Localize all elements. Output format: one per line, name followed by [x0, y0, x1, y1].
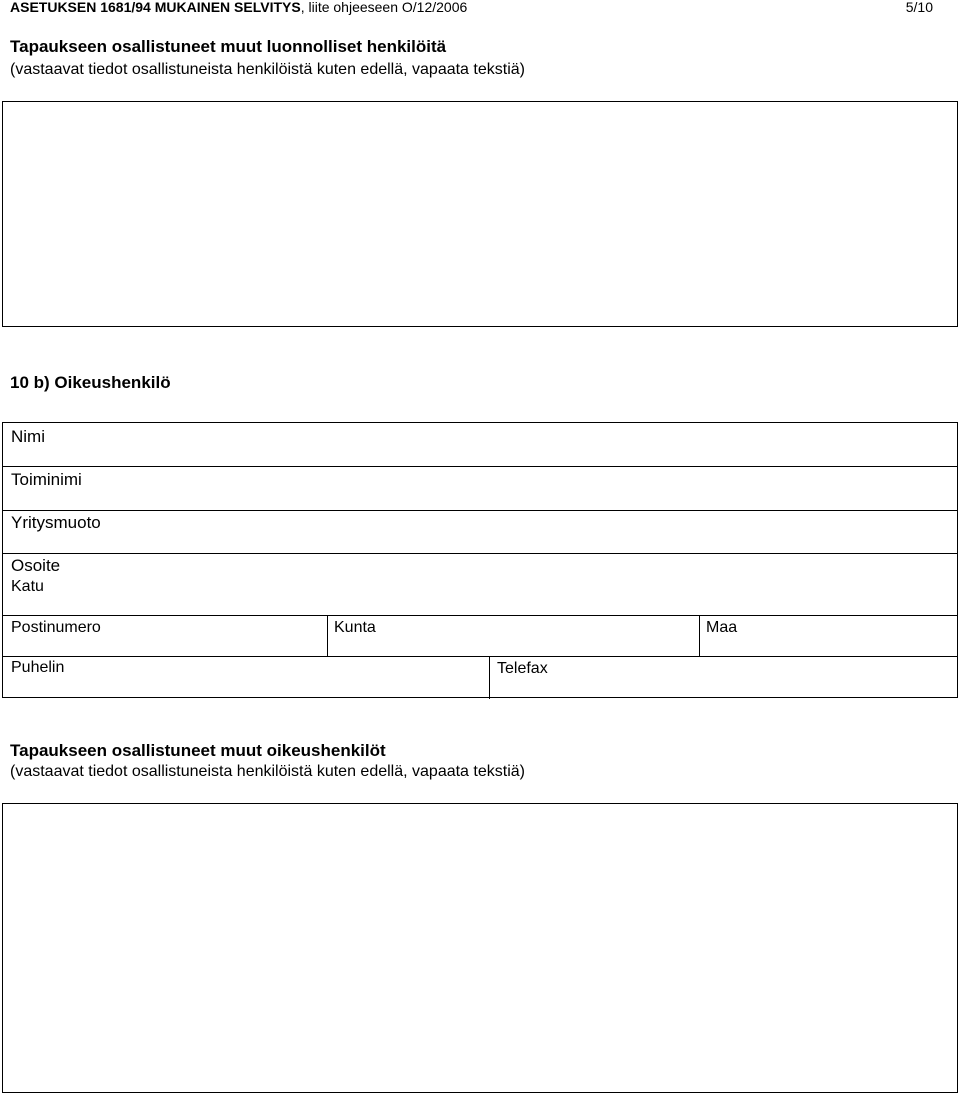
phone-field[interactable] — [3, 657, 489, 699]
country-field[interactable] — [700, 616, 957, 656]
persons-section-title: Tapaukseen osallistuneet muut luonnolliset henkilöitä — [10, 37, 447, 56]
legal-person-heading: 10 b) Oikeushenkilö — [10, 373, 171, 392]
name-label: Nimi — [11, 427, 45, 446]
street-label: Katu — [11, 578, 44, 595]
legal-person-form — [2, 422, 958, 698]
country-label: Maa — [706, 619, 738, 636]
phone-label: Puhelin — [11, 659, 65, 676]
municipality-field[interactable] — [328, 616, 699, 656]
postal-code-label: Postinumero — [11, 619, 101, 636]
legal-persons-section-title: Tapaukseen osallistuneet muut oikeushenkilöt — [10, 741, 386, 760]
postal-code-field[interactable] — [3, 616, 327, 656]
persons-section-note: (vastaavat tiedot osallistuneista henkilöistä kuten edellä, vapaata tekstiä) — [10, 61, 525, 78]
legal-persons-free-text-area[interactable] — [2, 803, 958, 1093]
legal-persons-free-text — [3, 804, 957, 816]
form-header — [10, 0, 467, 14]
fax-label: Telefax — [497, 660, 548, 677]
persons-free-text — [3, 102, 957, 114]
address-field[interactable] — [3, 554, 957, 615]
persons-free-text-area[interactable] — [2, 101, 958, 327]
legal-persons-section-note: (vastaavat tiedot osallistuneista henkilöistä kuten edellä, vapaata tekstiä) — [10, 763, 525, 780]
address-label: Osoite — [11, 556, 61, 575]
municipality-label: Kunta — [334, 619, 376, 636]
name-field[interactable] — [3, 423, 957, 466]
form-title: ASETUKSEN 1681/94 MUKAINEN SELVITYS — [10, 0, 301, 15]
company-form-label: Yritysmuoto — [11, 513, 101, 532]
fax-field[interactable] — [490, 657, 957, 699]
trade-name-label: Toiminimi — [11, 470, 82, 489]
company-form-field[interactable] — [3, 511, 957, 553]
trade-name-field[interactable] — [3, 467, 957, 510]
form-subtitle: , liite ohjeeseen O/12/2006 — [300, 0, 468, 15]
page-number: 5/10 — [905, 0, 933, 15]
